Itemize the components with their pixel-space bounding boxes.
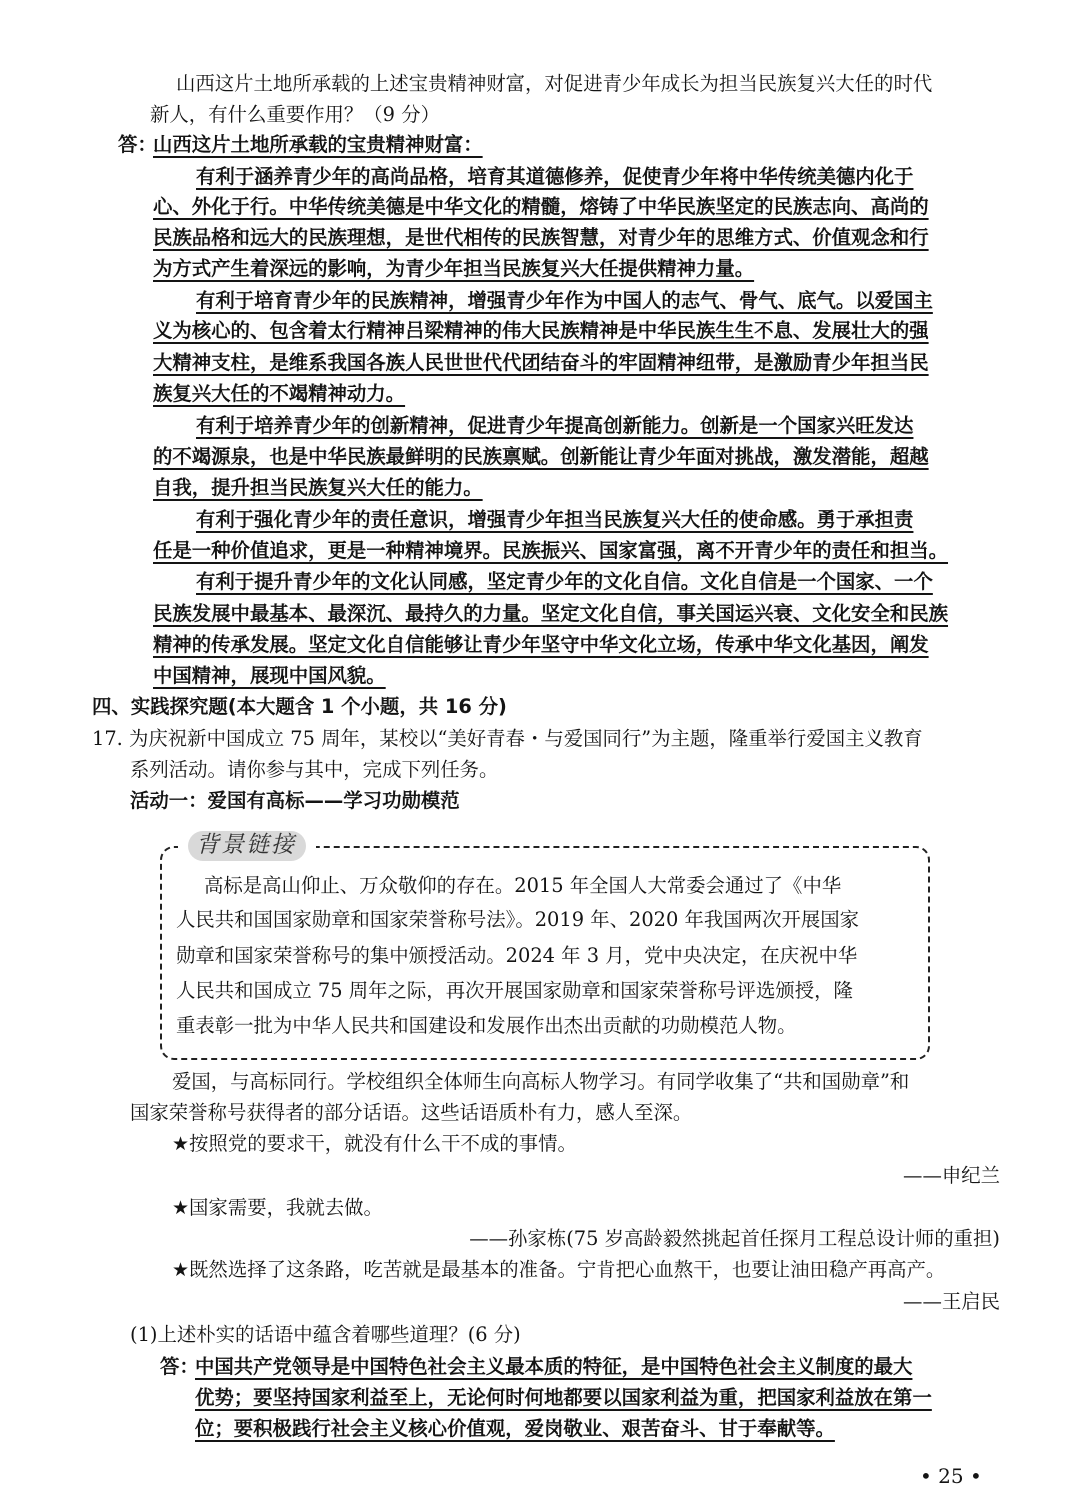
answer-prefix: 答：: [160, 1355, 199, 1378]
star-icon: ★: [172, 1197, 190, 1219]
answer-line: 民族发展中最基本、最深沉、最持久的力量。坚定文化自信，事关国运兴衰、文化安全和民族: [153, 602, 949, 625]
answer-line: 大精神支柱，是维系我国各族人民世世代代团结奋斗的牢固精神纽带，是激励青少年担当民: [153, 351, 929, 374]
background-line: 勋章和国家荣誉称号的集中颁授活动。2024 年 3 月，党中央决定，在庆祝中华: [176, 944, 858, 967]
background-line: 高标是高山仰止、万众敬仰的存在。2015 年全国人大常委会通过了《中华: [204, 874, 842, 897]
sub-question: (1)上述朴实的话语中蕴含着哪些道理？(6 分): [130, 1323, 521, 1346]
quote-line: [172, 1257, 945, 1283]
question-stem-line: 山西这片土地所承载的上述宝贵精神财富，对促进青少年成长为担当民族复兴大任的时代: [176, 72, 933, 95]
quote-text: 按照党的要求干，就没有什么干不成的事情。: [189, 1132, 577, 1155]
quote-author: ——孙家栋(75 岁高龄毅然挑起首任探月工程总设计师的重担): [469, 1227, 1000, 1250]
star-icon: ★: [172, 1259, 190, 1281]
answer-line: 有利于强化青少年的责任意识，增强青少年担当民族复兴大任的使命感。勇于承担责: [196, 508, 914, 531]
background-tag-label: 背景链接: [196, 832, 296, 858]
answer-line: 族复兴大任的不竭精神动力。: [153, 382, 406, 405]
intro-line: 爱国，与高标同行。学校组织全体师生向高标人物学习。有同学收集了“共和国勋章”和: [172, 1070, 910, 1093]
activity-title: 活动一：爱国有高标——学习功勋模范: [130, 789, 460, 812]
answer-line: 有利于培育青少年的民族精神，增强青少年作为中国人的志气、骨气、底气。以爱国主: [196, 289, 933, 312]
question-stem-line: 新人，有什么重要作用？（9 分）: [150, 103, 440, 126]
answer-line: 有利于涵养青少年的高尚品格，培育其道德修养，促使青少年将中华传统美德内化于: [196, 165, 914, 188]
intro-line: 国家荣誉称号获得者的部分话语。这些话语质朴有力，感人至深。: [130, 1101, 693, 1124]
question-17-line: 系列活动。请你参与其中，完成下列任务。: [130, 758, 499, 781]
answer-line: 有利于提升青少年的文化认同感，坚定青少年的文化自信。文化自信是一个国家、一个: [196, 570, 933, 593]
answer-line: 有利于培养青少年的创新精神，促进青少年提高创新能力。创新是一个国家兴旺发达: [196, 414, 914, 437]
quote-author: ——申纪兰: [903, 1164, 1000, 1187]
answer-line: 中国共产党领导是中国特色社会主义最本质的特征，是中国特色社会主义制度的最大: [195, 1355, 913, 1378]
answer-line: 自我，提升担当民族复兴大任的能力。: [153, 476, 483, 499]
answer-line: 义为核心的、包含着太行精神吕梁精神的伟大民族精神是中华民族生生不息、发展壮大的强: [153, 319, 929, 342]
background-line: 重表彰一批为中华人民共和国建设和发展作出杰出贡献的功勋模范人物。: [176, 1014, 797, 1037]
background-tag: [178, 826, 316, 864]
quote-author: ——王启民: [903, 1290, 1000, 1313]
quote-text: 既然选择了这条路，吃苦就是最基本的准备。宁肯把心血熬干，也要让油田稳产再高产。: [189, 1258, 946, 1281]
answer-line: 为方式产生着深远的影响，为青少年担当民族复兴大任提供精神力量。: [153, 257, 755, 280]
section-heading: 四、实践探究题(本大题含 1 个小题，共 16 分): [92, 695, 507, 718]
star-icon: ★: [172, 1133, 190, 1155]
answer-line: 位；要积极践行社会主义核心价值观，爱岗敬业、艰苦奋斗、甘于奉献等。: [195, 1417, 835, 1440]
page-number: • 25 •: [920, 1464, 982, 1488]
answer-line: 任是一种价值追求，更是一种精神境界。民族振兴、国家富强，离不开青少年的责任和担当。: [153, 539, 949, 562]
answer-line: 的不竭源泉，也是中华民族最鲜明的民族禀赋。创新能让青少年面对挑战，激发潜能，超越: [153, 445, 929, 468]
answer-line: 中国精神，展现中国风貌。: [153, 664, 386, 687]
answer-line: 精神的传承发展。坚定文化自信能够让青少年坚守中华文化立场，传承中华文化基因，阐发: [153, 633, 929, 656]
answer-intro: 山西这片土地所承载的宝贵精神财富：: [153, 133, 483, 156]
background-line: 人民共和国成立 75 周年之际，再次开展国家勋章和国家荣誉称号评选颁授，隆: [176, 979, 853, 1002]
background-line: 人民共和国国家勋章和国家荣誉称号法》。2019 年、2020 年我国两次开展国家: [176, 908, 860, 931]
answer-line: 心、外化于行。中华传统美德是中华文化的精髓，熔铸了中华民族坚定的民族志向、高尚的: [153, 195, 929, 218]
question-17-line: 17. 为庆祝新中国成立 75 周年，某校以“美好青春・与爱国同行”为主题，隆重举行爱国主义教育: [92, 727, 923, 750]
quote-line: [172, 1131, 577, 1157]
answer-line: 民族品格和远大的民族理想，是世代相传的民族智慧，对青少年的思维方式、价值观念和行: [153, 226, 929, 249]
answer-line: 优势；要坚持国家利益至上，无论何时何地都要以国家利益为重，把国家利益放在第一: [195, 1386, 932, 1409]
answer-prefix: 答：: [118, 133, 157, 156]
quote-line: [172, 1195, 383, 1221]
quote-text: 国家需要，我就去做。: [189, 1196, 383, 1219]
